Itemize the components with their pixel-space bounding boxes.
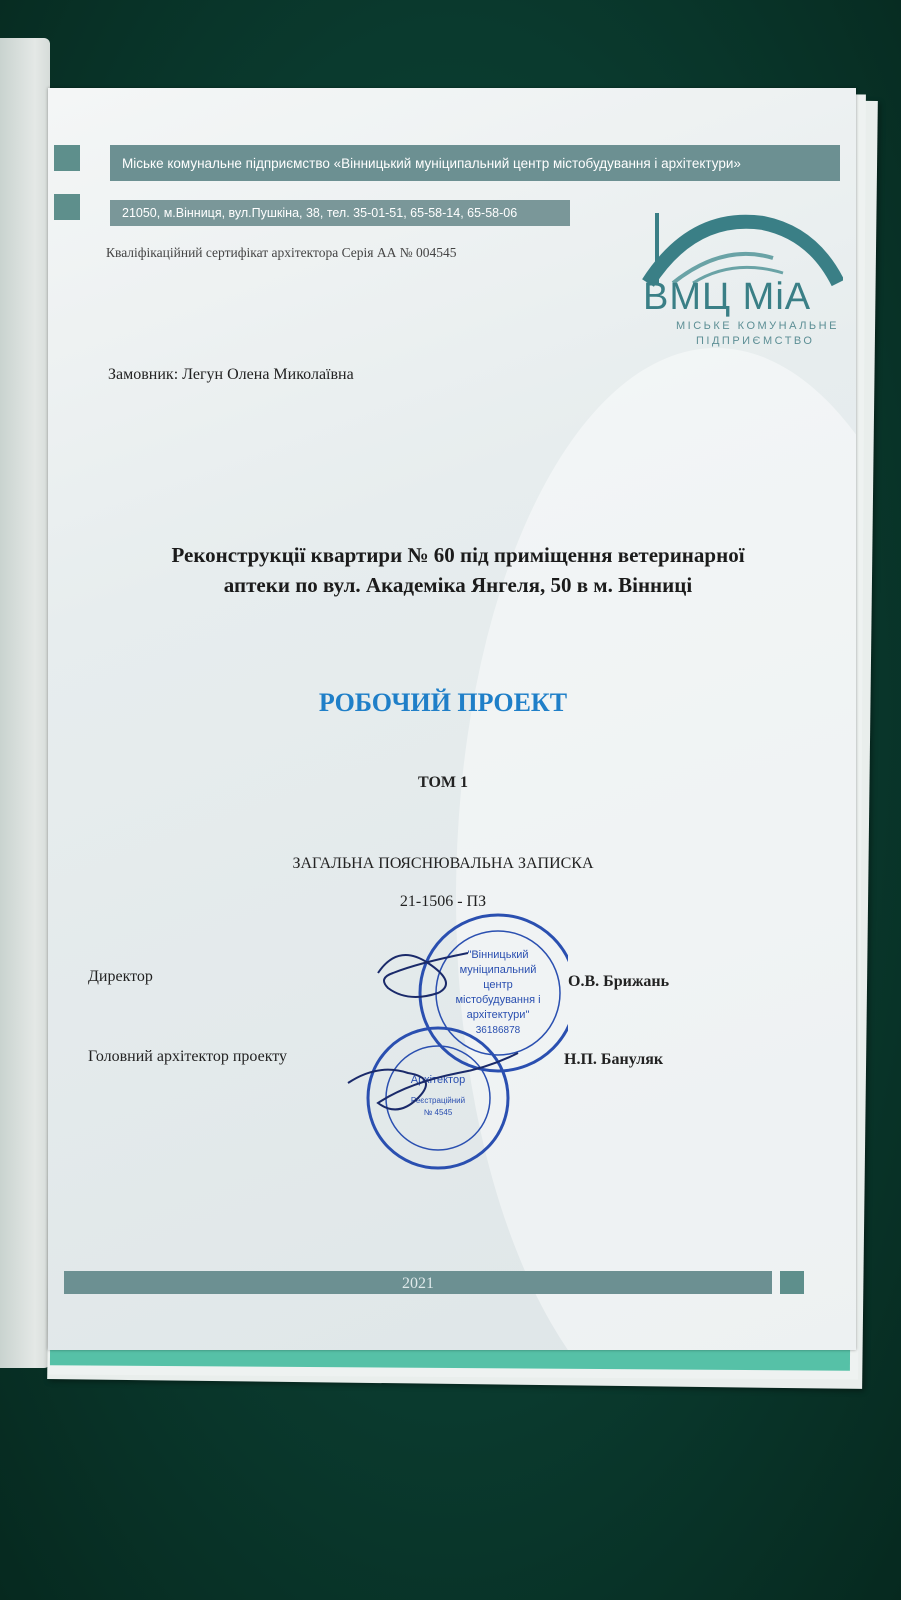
project-title-line2: аптеки по вул. Академіка Янгеля, 50 в м. Вінниці bbox=[223, 573, 693, 597]
decor-square bbox=[54, 194, 80, 220]
svg-text:містобудування і: містобудування і bbox=[455, 994, 541, 1006]
left-page-edge bbox=[0, 38, 50, 1368]
svg-text:центр: центр bbox=[483, 979, 513, 991]
svg-text:Реєстраційний: Реєстраційний bbox=[410, 1096, 466, 1105]
svg-text:36186878: 36186878 bbox=[475, 1025, 521, 1036]
project-type: РОБОЧИЙ ПРОЕКТ bbox=[318, 688, 568, 717]
certificate-text: Кваліфікаційний сертифікат архітектора Серія АА № 004545 bbox=[106, 245, 457, 260]
customer: Замовник: Легун Олена Миколаївна bbox=[108, 366, 354, 383]
svg-text:Архітектор: Архітектор bbox=[410, 1074, 466, 1086]
architect-label: Головний архітектор проекту bbox=[88, 1048, 288, 1065]
organization-stamp bbox=[420, 915, 568, 1071]
volume-number: ТОМ 1 bbox=[417, 774, 468, 791]
decor-square bbox=[54, 145, 80, 171]
organization-name: Міське комунальне підприємство «Вінницький муніципальний центр містобудування і архітектури» bbox=[122, 155, 741, 171]
project-title-line1: Реконструкції квартири № 60 під приміщення ветеринарної bbox=[171, 543, 745, 567]
director-name: О.В. Брижань bbox=[568, 973, 670, 990]
architect-stamp bbox=[368, 1028, 508, 1168]
svg-text:муніципальний: муніципальний bbox=[459, 964, 537, 976]
document-code: 21-1506 - ПЗ bbox=[399, 893, 487, 910]
address-banner bbox=[110, 200, 570, 226]
architect-name: Н.П. Бануляк bbox=[564, 1051, 664, 1068]
stamps-and-signatures bbox=[318, 903, 568, 1173]
organization-address: 21050, м.Вінниця, вул.Пушкіна, 38, тел. 35-01-51, 65-58-14, 65-58-06 bbox=[122, 206, 518, 220]
logo-subtitle-line1: МІСЬКЕ КОМУНАЛЬНЕ bbox=[676, 320, 839, 332]
logo-subtitle-line2: ПІДПРИЄМСТВО bbox=[696, 335, 815, 347]
organization-banner bbox=[110, 145, 840, 181]
year: 2021 bbox=[402, 1275, 434, 1292]
svg-text:"Вінницький: "Вінницький bbox=[467, 949, 529, 961]
note-title: ЗАГАЛЬНА ПОЯСНЮВАЛЬНА ЗАПИСКА bbox=[292, 855, 594, 872]
svg-text:№ 4545: № 4545 bbox=[423, 1108, 453, 1117]
decor-square bbox=[780, 1271, 804, 1294]
director-label: Директор bbox=[88, 968, 153, 985]
project-title bbox=[78, 540, 838, 600]
svg-text:архітектури": архітектури" bbox=[466, 1009, 530, 1021]
title-page bbox=[48, 88, 856, 1350]
logo-name: ВМЦ МіА bbox=[643, 276, 812, 318]
footer-bar bbox=[64, 1271, 772, 1294]
